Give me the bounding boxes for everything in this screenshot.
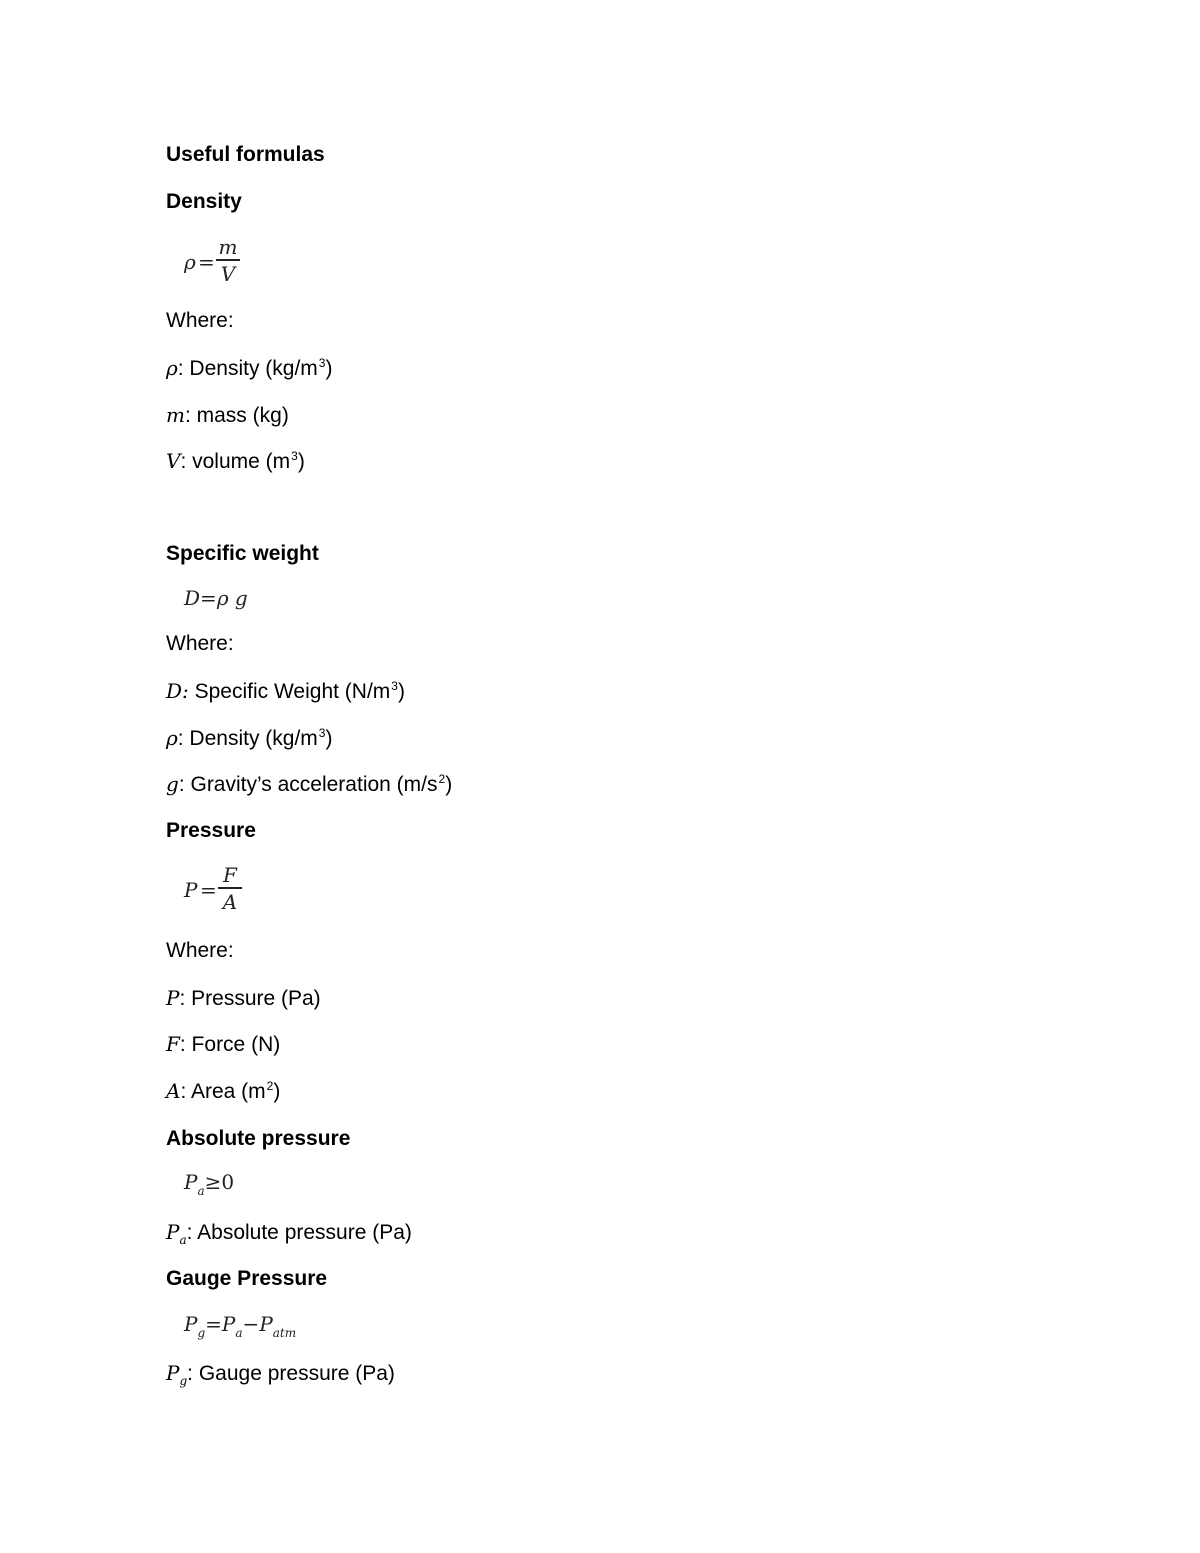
density-formula-equals: = — [198, 250, 215, 274]
specific-weight-where: Where: — [166, 632, 234, 655]
pressure-def-a: A: Area $(m^2)$ — [166, 1079, 281, 1103]
density-where: Where: — [166, 309, 234, 332]
specific-weight-def-rho: ρ: Density $(kg/m^3)$ — [166, 726, 333, 750]
gauge-pressure-formula: $P_g=P_a-P_{atm}$ — [184, 1312, 297, 1340]
pressure-where: Where: — [166, 939, 234, 962]
fraction-bar — [218, 887, 242, 889]
density-def-rho: ρ: Density $(kg/m^3)$ — [166, 356, 333, 380]
specific-weight-heading: Specific weight — [166, 542, 319, 565]
density-numerator: m — [218, 235, 238, 259]
specific-weight-formula: D=ρ g — [184, 586, 248, 610]
gauge-pressure-def: $P_g$: Gauge pressure (Pa) — [166, 1361, 395, 1388]
specific-weight-def-g: g: Gravity’s acceleration $(m/s^2)$ — [166, 772, 453, 796]
absolute-pressure-def: $P_a$: Absolute pressure (Pa) — [166, 1220, 412, 1247]
density-heading: Density — [166, 190, 242, 213]
specific-weight-def-d: D: Specific Weight $(N/m^3)$ — [166, 679, 405, 703]
fraction-bar — [216, 259, 240, 261]
gauge-pressure-heading: Gauge Pressure — [166, 1267, 328, 1290]
density-fraction — [216, 236, 240, 285]
absolute-pressure-formula: $P_a\ge 0$ — [184, 1170, 235, 1198]
density-formula-lhs: ρ — [184, 250, 196, 274]
pressure-formula-lhs: P — [184, 878, 198, 902]
pressure-fraction — [218, 864, 242, 913]
pressure-formula-equals: = — [200, 878, 217, 902]
absolute-pressure-heading: Absolute pressure — [166, 1127, 351, 1150]
density-denominator: V — [220, 261, 236, 286]
pressure-def-f: F: Force (N) — [166, 1032, 281, 1056]
pressure-heading: Pressure — [166, 819, 256, 842]
density-def-mass: m: mass (kg) — [166, 403, 289, 427]
density-def-volume: V: volume $(m^3)$ — [166, 449, 305, 473]
pressure-denominator: A — [222, 889, 238, 914]
pressure-numerator: F — [223, 863, 237, 887]
pressure-def-p: P: Pressure (Pa) — [166, 986, 321, 1010]
page-title: Useful formulas — [166, 143, 325, 166]
